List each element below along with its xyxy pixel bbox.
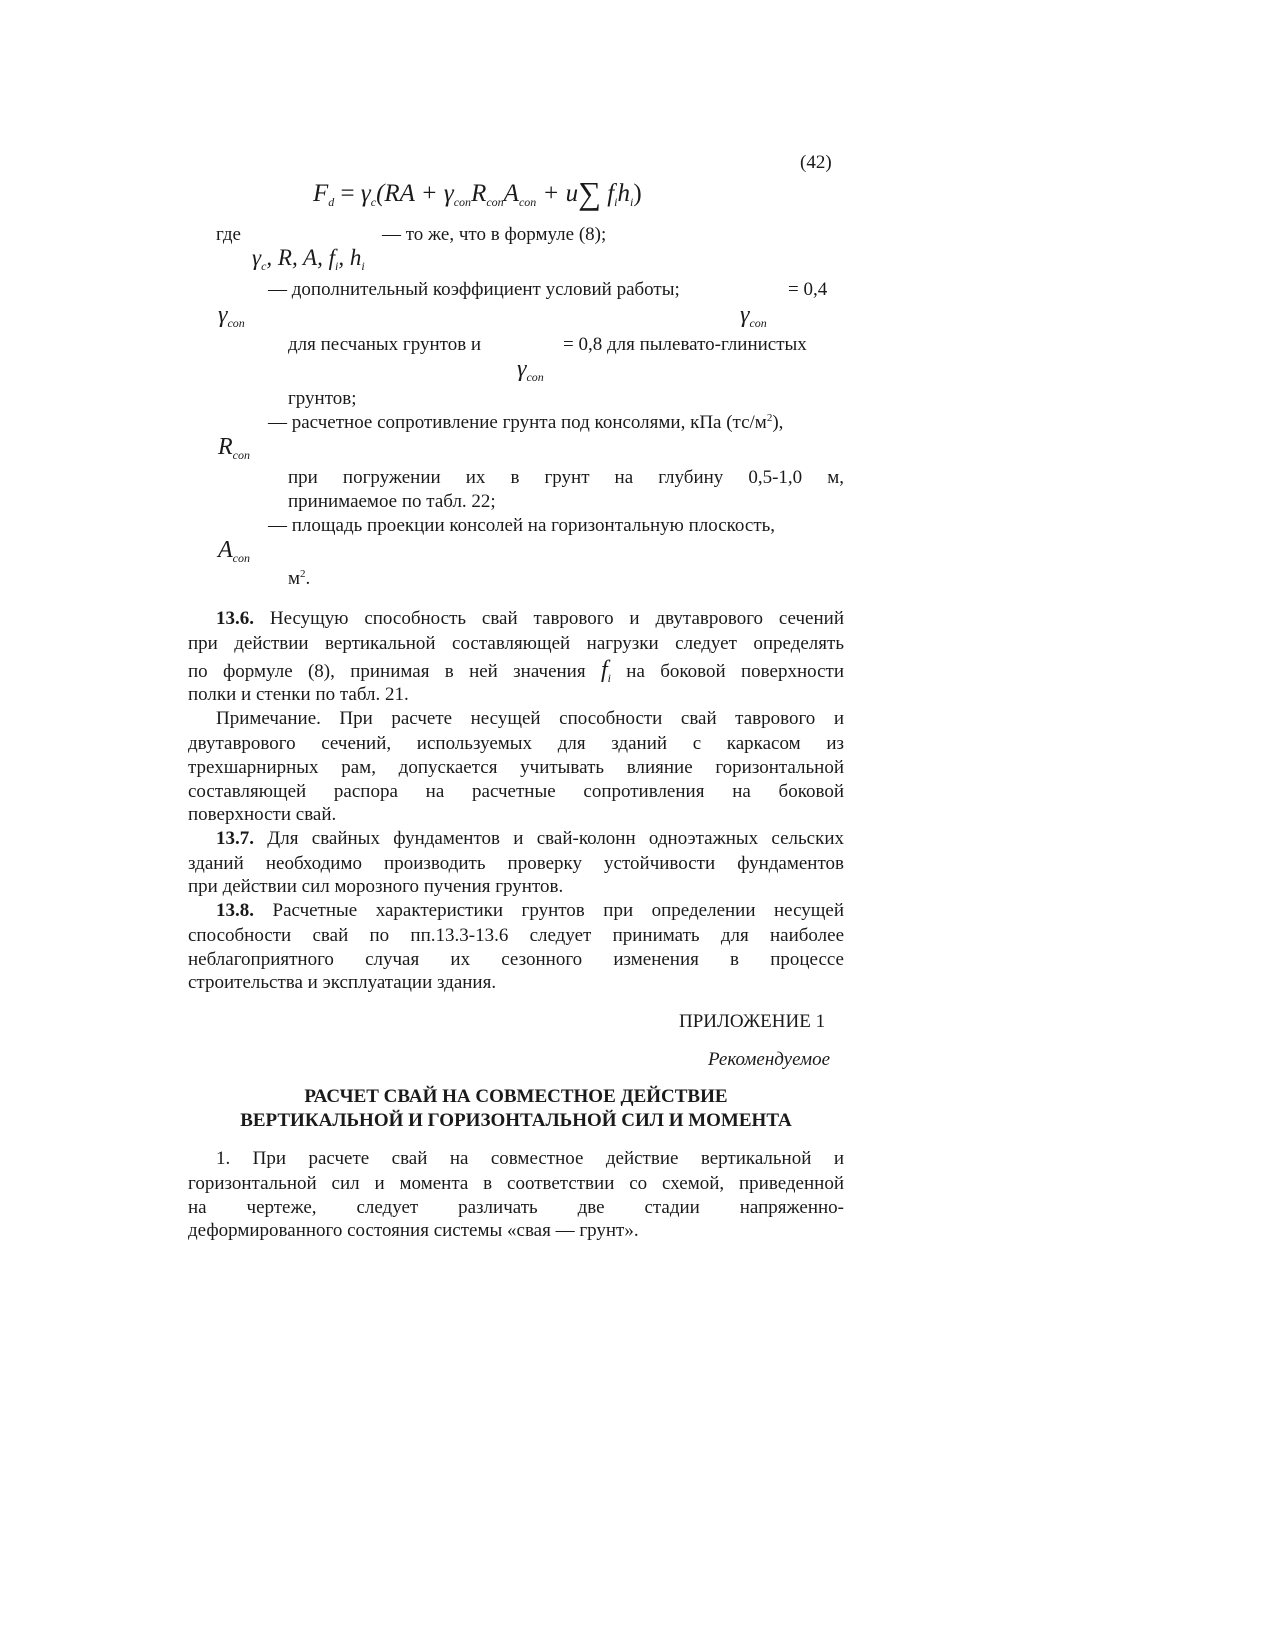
gamma-con-line3: грунтов;: [288, 388, 357, 409]
acon-line2: $м^2$.: [288, 568, 311, 589]
p1-line4: деформированного состояния системы «свая — грунт».: [188, 1220, 639, 1241]
formula-42: $F_d = \gamma_c(RA + \gamma_{con}R_{con}A_{con} + u\sum$ $f_ih_i$): [313, 175, 642, 211]
formula-number: (42): [800, 152, 832, 173]
rcon-line1: — расчетное сопротивление грунта под консолями, кПа $(тс/м^2)$,: [268, 412, 784, 433]
note-line5: поверхности свай.: [188, 804, 337, 825]
note-line2: двутаврового сечений, используемых для зданий с каркасом из: [188, 733, 844, 754]
p138-line2: способности свай по пп.13.3-13.6 следует принимать для наиболее: [188, 925, 844, 946]
p136-line3: по формуле (8), принимая в ней значения $f_i$ на боковой поверхности: [188, 657, 845, 685]
appendix-heading-line2: ВЕРТИКАЛЬНОЙ И ГОРИЗОНТАЛЬНОЙ СИЛ И МОМЕНТА: [240, 1110, 792, 1131]
p1-line3: на чертеже, следует различать две стадии напряженно-: [188, 1197, 844, 1218]
p136-line1: 13.6. Несущую способность свай таврового и двутаврового сечений: [216, 608, 844, 629]
p137-line2: зданий необходимо производить проверку устойчивости фундаментов: [188, 853, 844, 874]
p1-line2: горизонтальной сил и момента в соответствии со схемой, приведенной: [188, 1173, 844, 1194]
p138-line4: строительства и эксплуатации здания.: [188, 972, 497, 993]
note-line4: составляющей распора на расчетные сопротивления на боковой: [188, 781, 844, 802]
gamma-con-line2a: для песчаных грунтов и: [288, 334, 482, 355]
acon-symbol: $A_{con}$: [218, 537, 250, 565]
p137-line3: при действии сил морозного пучения грунтов.: [188, 876, 564, 897]
p136-line2: при действии вертикальной составляющей нагрузки следует определять: [188, 633, 844, 654]
gamma-con-symbol: $\gamma_{con}$: [218, 302, 245, 330]
where-symbols: $\gamma_c$, R, A, $f_i$, $h_i$: [252, 245, 365, 273]
p138-line3: неблагоприятного случая их сезонного изменения в процессе: [188, 949, 844, 970]
appendix-status: Рекомендуемое: [708, 1049, 831, 1070]
gamma-con-line1: — дополнительный коэффициент условий работы;: [268, 279, 680, 300]
p137-line1: 13.7. Для свайных фундаментов и свай-колонн одноэтажных сельских: [216, 828, 844, 849]
p1-line1: 1. При расчете свай на совместное действие вертикальной и: [216, 1148, 844, 1169]
where-text: — то же, что в формуле (8);: [382, 224, 607, 245]
rcon-line3: принимаемое по табл. 22;: [288, 491, 496, 512]
gamma-con-symbol-mid: $\gamma_{con}$: [517, 356, 544, 384]
note-line3: трехшарнирных рам, допускается учитывать влияние горизонтальной: [188, 757, 844, 778]
p138-line1: 13.8. Расчетные характеристики грунтов при определении несущей: [216, 900, 844, 921]
gamma-con-eq1: = 0,4: [788, 279, 828, 300]
gamma-con-line2b: = 0,8 для пылевато-глинистых: [563, 334, 807, 355]
p136-line4: полки и стенки по табл. 21.: [188, 684, 409, 705]
gamma-con-symbol-right: $\gamma_{con}$: [740, 302, 767, 330]
rcon-line2: при погружении их в грунт на глубину 0,5-1,0 м,: [288, 467, 844, 488]
acon-line1: — площадь проекции консолей на горизонтальную плоскость,: [268, 515, 776, 536]
appendix-title: ПРИЛОЖЕНИЕ 1: [679, 1011, 826, 1032]
where-word: где: [216, 224, 241, 245]
rcon-symbol: $R_{con}$: [218, 434, 250, 462]
appendix-heading-line1: РАСЧЕТ СВАЙ НА СОВМЕСТНОЕ ДЕЙСТВИЕ: [304, 1086, 728, 1107]
note-line1: Примечание. При расчете несущей способности свай таврового и: [216, 708, 844, 729]
sigma-symbol: ∑: [578, 175, 601, 211]
